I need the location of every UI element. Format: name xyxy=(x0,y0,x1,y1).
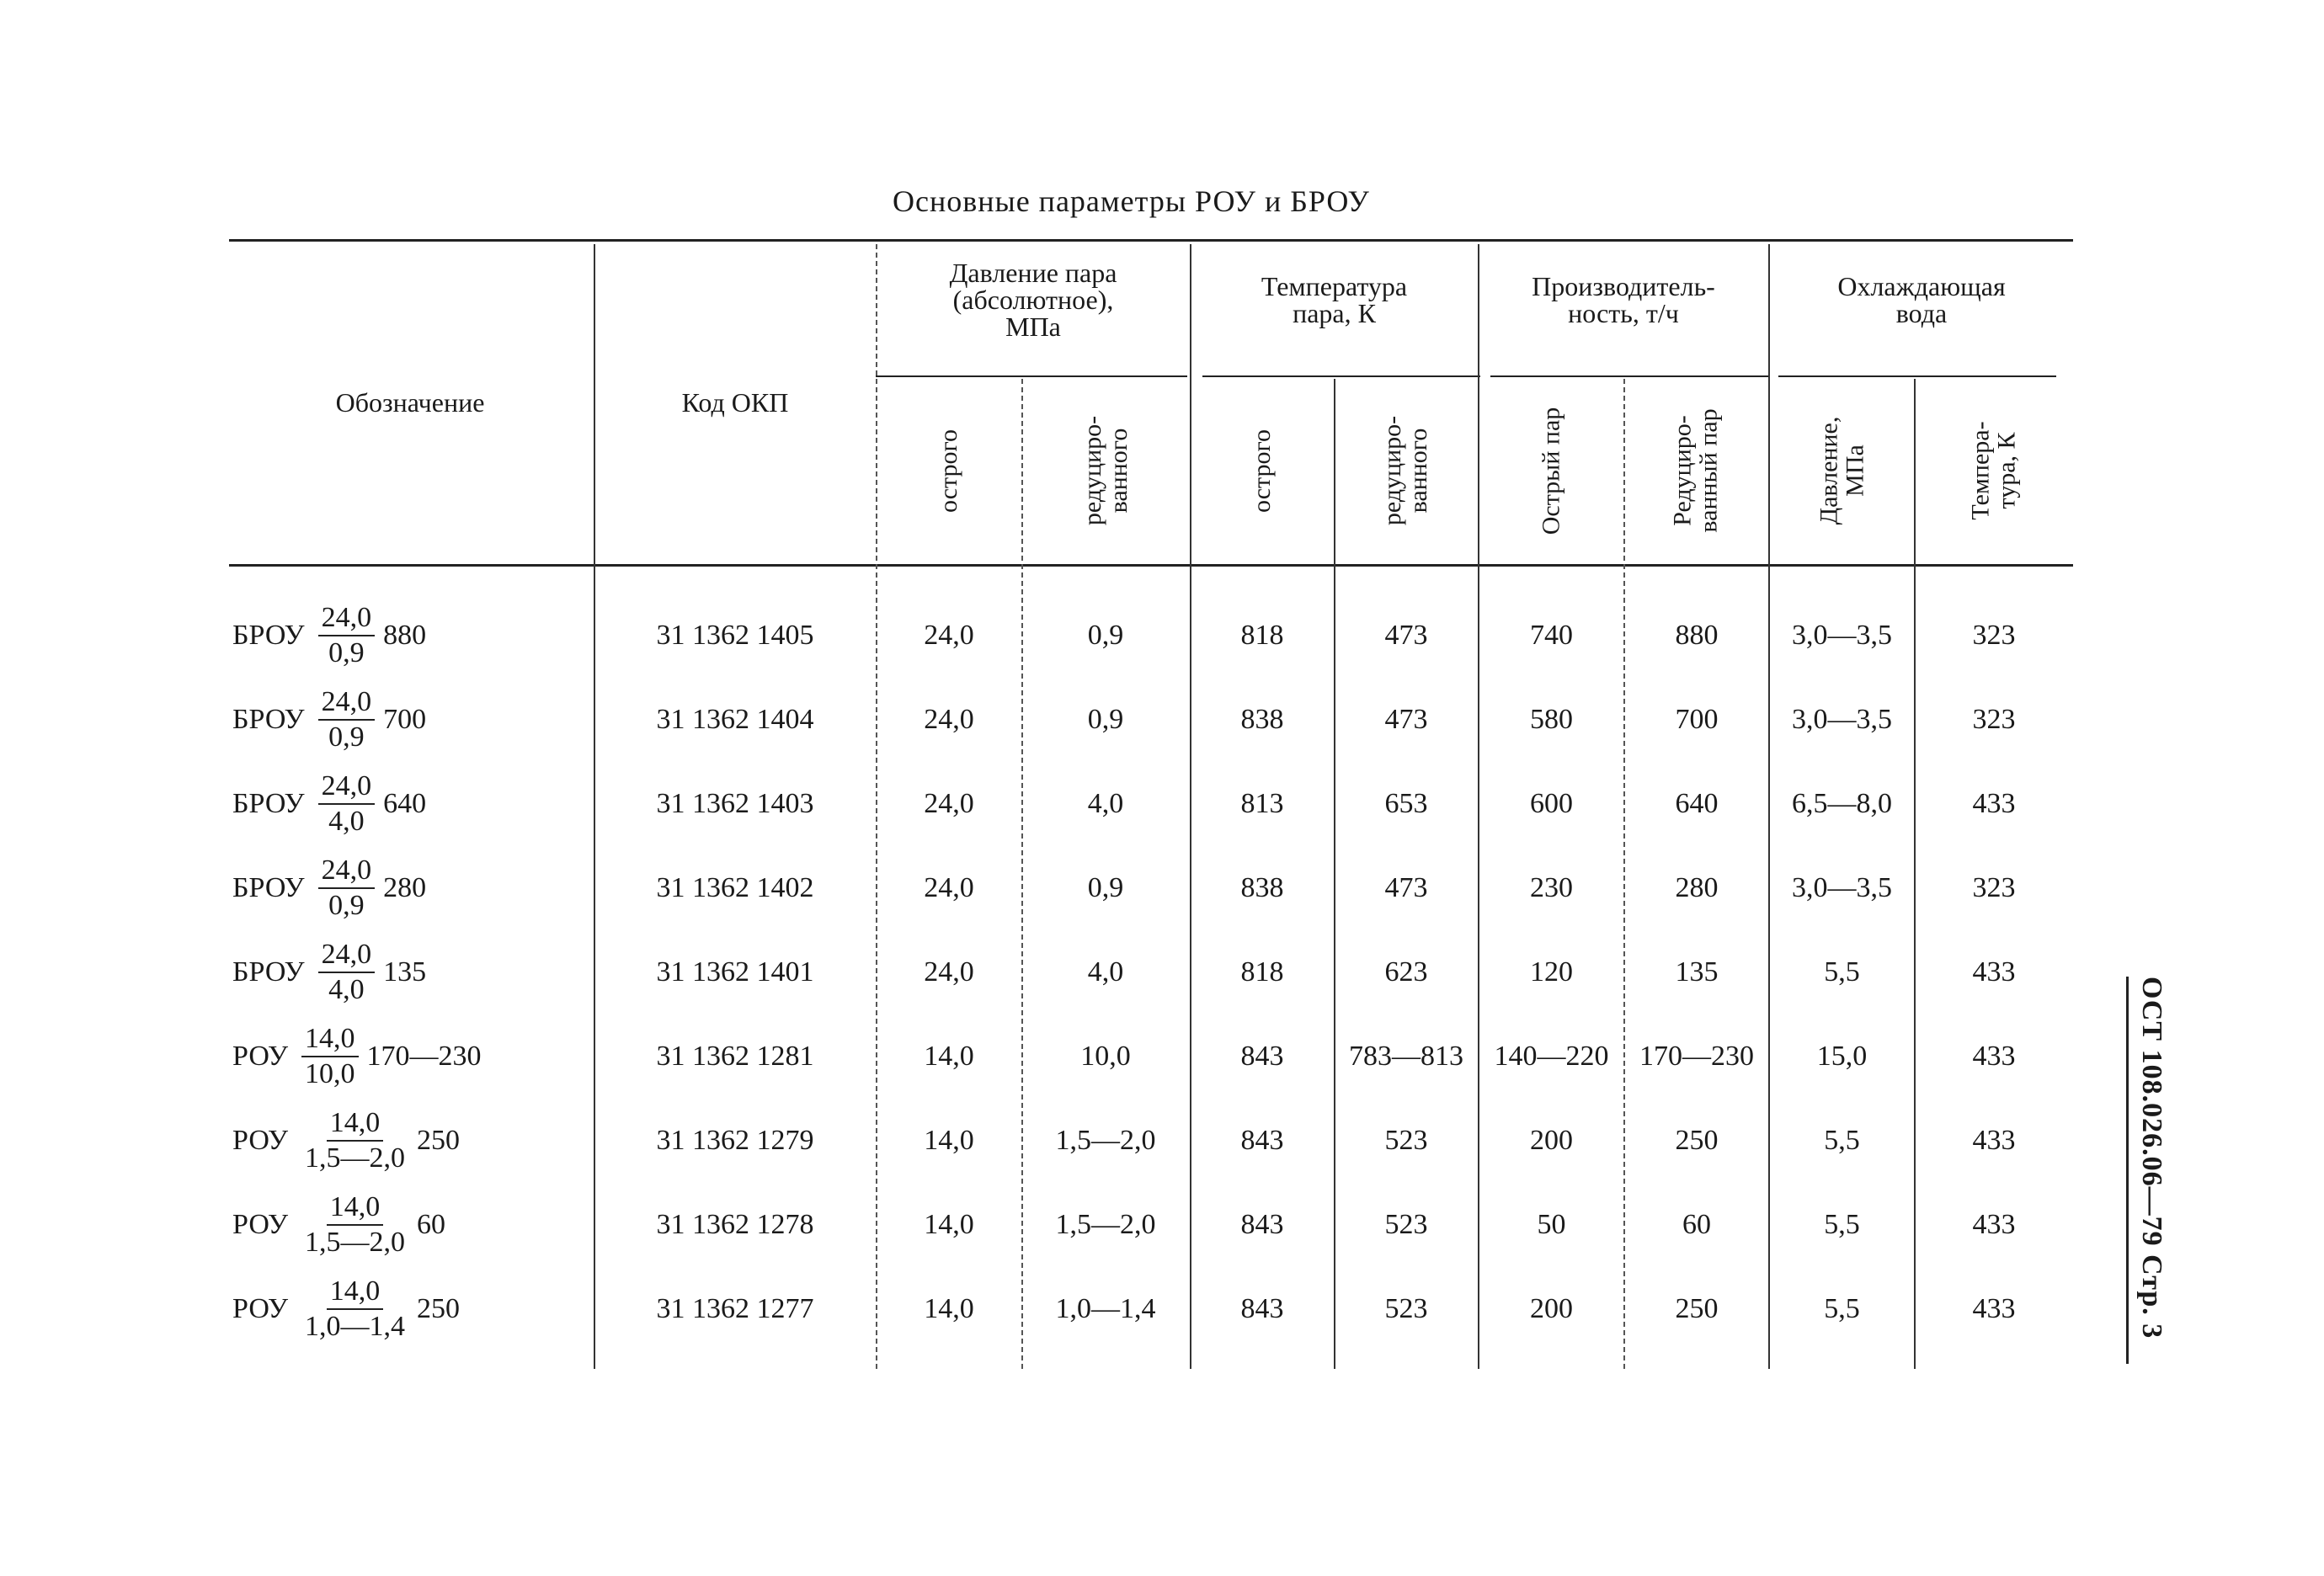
table-row xyxy=(229,846,2073,930)
cell-temp-live: 843 xyxy=(1240,1209,1284,1240)
designation-fraction xyxy=(301,1276,408,1342)
cell-capacity-live: 50 xyxy=(1537,1209,1566,1240)
fraction-numerator: 24,0 xyxy=(318,855,376,889)
cell-pressure-reduced: 4,0 xyxy=(1087,956,1124,988)
table-row xyxy=(229,762,2073,846)
cell-water-temp: 323 xyxy=(1972,872,2016,903)
table-row xyxy=(229,1183,2073,1267)
cell-water-pressure: 5,5 xyxy=(1824,1209,1860,1240)
cell-okp: 31 1362 1278 xyxy=(656,1209,814,1240)
designation-capacity: 880 xyxy=(383,620,427,651)
fraction-numerator: 14,0 xyxy=(327,1276,384,1310)
cell-temp-live: 843 xyxy=(1240,1041,1284,1072)
designation-fraction xyxy=(318,771,376,837)
cell-temp-reduced: 523 xyxy=(1384,1209,1428,1240)
cell-pressure-reduced: 0,9 xyxy=(1087,872,1124,903)
header-okp: Код ОКП xyxy=(681,387,789,418)
cell-temp-live: 843 xyxy=(1240,1125,1284,1156)
cell-water-temp: 433 xyxy=(1972,788,2016,819)
cell-temp-live: 818 xyxy=(1240,620,1284,651)
designation-prefix: РОУ xyxy=(232,1293,289,1324)
designation-capacity: 170—230 xyxy=(366,1041,482,1072)
cell-capacity-reduced: 880 xyxy=(1675,620,1719,651)
fraction-denominator: 0,9 xyxy=(328,721,365,753)
cell-designation xyxy=(232,930,591,1014)
cell-water-pressure: 3,0—3,5 xyxy=(1792,872,1892,903)
cell-capacity-live: 580 xyxy=(1530,704,1573,735)
cell-temp-reduced: 473 xyxy=(1384,872,1428,903)
designation-prefix: РОУ xyxy=(232,1041,289,1072)
table-row xyxy=(229,678,2073,762)
group-divider-water xyxy=(1778,375,2056,377)
designation-capacity: 135 xyxy=(383,956,427,988)
cell-temp-reduced: 523 xyxy=(1384,1125,1428,1156)
cell-water-pressure: 3,0—3,5 xyxy=(1792,704,1892,735)
designation-prefix: РОУ xyxy=(232,1125,289,1156)
cell-capacity-reduced: 250 xyxy=(1675,1125,1719,1156)
cell-capacity-reduced: 135 xyxy=(1675,956,1719,988)
header-pressure-group: Давление пара (абсолютное), МПа xyxy=(949,258,1117,342)
cell-pressure-live: 14,0 xyxy=(924,1209,974,1240)
cell-water-pressure: 6,5—8,0 xyxy=(1792,788,1892,819)
cell-okp: 31 1362 1402 xyxy=(656,872,814,903)
fraction-denominator: 0,9 xyxy=(328,637,365,668)
subheader-capacity-reduced: Редуциро- ванный пар xyxy=(1669,408,1723,533)
designation-capacity: 60 xyxy=(417,1209,446,1240)
cell-water-temp: 433 xyxy=(1972,1125,2016,1156)
cell-temp-reduced: 783—813 xyxy=(1349,1041,1463,1072)
cell-capacity-live: 740 xyxy=(1530,620,1573,651)
cell-temp-reduced: 623 xyxy=(1384,956,1428,988)
designation-capacity: 700 xyxy=(383,704,427,735)
cell-pressure-live: 24,0 xyxy=(924,620,974,651)
table-top-rule xyxy=(229,239,2073,242)
designation-prefix: БРОУ xyxy=(232,788,305,819)
cell-temp-live: 818 xyxy=(1240,956,1284,988)
cell-pressure-live: 24,0 xyxy=(924,956,974,988)
fraction-denominator: 1,0—1,4 xyxy=(305,1311,406,1342)
designation-fraction xyxy=(301,1108,408,1174)
cell-okp: 31 1362 1277 xyxy=(656,1293,814,1324)
designation-fraction xyxy=(318,855,376,921)
fraction-numerator: 24,0 xyxy=(318,603,376,636)
cell-water-pressure: 5,5 xyxy=(1824,956,1860,988)
table-row xyxy=(229,1014,2073,1099)
cell-capacity-live: 230 xyxy=(1530,872,1573,903)
cell-pressure-reduced: 1,0—1,4 xyxy=(1055,1293,1156,1324)
cell-water-temp: 323 xyxy=(1972,620,2016,651)
subheader-water-pressure: Давление, МПа xyxy=(1814,416,1868,525)
subheader-temp-reduced: редуциро- ванного xyxy=(1378,415,1433,526)
designation-prefix: БРОУ xyxy=(232,704,305,735)
document-code-caption: ОСТ 108.026.06—79 Стр. 3 xyxy=(2126,977,2179,1364)
fraction-numerator: 14,0 xyxy=(301,1024,359,1057)
header-cooling-group: Охлаждающая вода xyxy=(1837,271,2006,328)
fraction-numerator: 24,0 xyxy=(318,771,376,805)
subheader-temp-live: острого xyxy=(1248,429,1277,513)
cell-capacity-live: 140—220 xyxy=(1494,1041,1609,1072)
designation-prefix: БРОУ xyxy=(232,872,305,903)
designation-prefix: БРОУ xyxy=(232,956,305,988)
cell-designation xyxy=(232,846,591,930)
subheader-pressure-live: острого xyxy=(935,429,963,513)
header-designation: Обозначение xyxy=(335,387,485,418)
cell-water-pressure: 5,5 xyxy=(1824,1293,1860,1324)
cell-water-temp: 433 xyxy=(1972,1209,2016,1240)
cell-water-pressure: 5,5 xyxy=(1824,1125,1860,1156)
table-row xyxy=(229,1267,2073,1351)
cell-water-temp: 433 xyxy=(1972,1041,2016,1072)
cell-capacity-reduced: 280 xyxy=(1675,872,1719,903)
cell-water-temp: 433 xyxy=(1972,1293,2016,1324)
cell-pressure-reduced: 0,9 xyxy=(1087,620,1124,651)
cell-okp: 31 1362 1404 xyxy=(656,704,814,735)
cell-temp-reduced: 653 xyxy=(1384,788,1428,819)
cell-pressure-reduced: 10,0 xyxy=(1080,1041,1131,1072)
subheader-pressure-reduced: редуциро- ванного xyxy=(1078,415,1133,526)
cell-pressure-live: 24,0 xyxy=(924,872,974,903)
designation-capacity: 280 xyxy=(383,872,427,903)
cell-pressure-reduced: 4,0 xyxy=(1087,788,1124,819)
cell-temp-live: 838 xyxy=(1240,704,1284,735)
cell-pressure-reduced: 1,5—2,0 xyxy=(1055,1125,1156,1156)
cell-capacity-live: 120 xyxy=(1530,956,1573,988)
cell-pressure-live: 14,0 xyxy=(924,1293,974,1324)
cell-water-pressure: 3,0—3,5 xyxy=(1792,620,1892,651)
cell-capacity-live: 600 xyxy=(1530,788,1573,819)
designation-fraction xyxy=(318,687,376,753)
cell-designation xyxy=(232,678,591,762)
group-divider-capacity xyxy=(1490,375,1768,377)
fraction-denominator: 1,5—2,0 xyxy=(305,1227,406,1258)
cell-designation xyxy=(232,762,591,846)
header-temperature-group: Температура пара, К xyxy=(1261,271,1408,328)
table-row xyxy=(229,594,2073,678)
cell-designation xyxy=(232,1183,591,1267)
fraction-denominator: 10,0 xyxy=(305,1058,355,1089)
designation-fraction xyxy=(301,1192,408,1258)
cell-temp-reduced: 473 xyxy=(1384,620,1428,651)
subheader-capacity-live: Острый пар xyxy=(1537,407,1565,535)
cell-temp-live: 838 xyxy=(1240,872,1284,903)
fraction-numerator: 24,0 xyxy=(318,687,376,721)
designation-capacity: 640 xyxy=(383,788,427,819)
cell-capacity-live: 200 xyxy=(1530,1293,1573,1324)
cell-pressure-live: 14,0 xyxy=(924,1125,974,1156)
fraction-numerator: 24,0 xyxy=(318,940,376,973)
group-divider-temperature xyxy=(1202,375,1480,377)
cell-designation xyxy=(232,1267,591,1351)
cell-okp: 31 1362 1403 xyxy=(656,788,814,819)
cell-water-temp: 433 xyxy=(1972,956,2016,988)
cell-designation xyxy=(232,594,591,678)
cell-designation xyxy=(232,1014,591,1099)
cell-okp: 31 1362 1405 xyxy=(656,620,814,651)
designation-prefix: РОУ xyxy=(232,1209,289,1240)
fraction-denominator: 1,5—2,0 xyxy=(305,1142,406,1174)
cell-temp-live: 843 xyxy=(1240,1293,1284,1324)
cell-okp: 31 1362 1401 xyxy=(656,956,814,988)
cell-pressure-live: 14,0 xyxy=(924,1041,974,1072)
designation-capacity: 250 xyxy=(417,1125,461,1156)
cell-capacity-reduced: 250 xyxy=(1675,1293,1719,1324)
cell-water-pressure: 15,0 xyxy=(1816,1041,1868,1072)
table-row xyxy=(229,1099,2073,1183)
cell-okp: 31 1362 1279 xyxy=(656,1125,814,1156)
subheader-water-temp: Темпера- тура, К xyxy=(1966,421,2021,520)
designation-prefix: БРОУ xyxy=(232,620,305,651)
cell-pressure-reduced: 1,5—2,0 xyxy=(1055,1209,1156,1240)
fraction-numerator: 14,0 xyxy=(327,1192,384,1226)
designation-capacity: 250 xyxy=(417,1293,461,1324)
cell-pressure-live: 24,0 xyxy=(924,704,974,735)
group-divider-pressure xyxy=(876,375,1187,377)
table-title: Основные параметры РОУ и БРОУ xyxy=(893,184,1370,218)
designation-fraction xyxy=(318,940,376,1005)
cell-pressure-reduced: 0,9 xyxy=(1087,704,1124,735)
fraction-numerator: 14,0 xyxy=(327,1108,384,1142)
cell-capacity-reduced: 170—230 xyxy=(1639,1041,1754,1072)
cell-water-temp: 323 xyxy=(1972,704,2016,735)
designation-fraction xyxy=(301,1024,359,1089)
cell-capacity-reduced: 640 xyxy=(1675,788,1719,819)
cell-pressure-live: 24,0 xyxy=(924,788,974,819)
cell-temp-reduced: 523 xyxy=(1384,1293,1428,1324)
cell-capacity-reduced: 60 xyxy=(1682,1209,1711,1240)
cell-temp-reduced: 473 xyxy=(1384,704,1428,735)
header-capacity-group: Производитель- ность, т/ч xyxy=(1532,271,1715,328)
table-row xyxy=(229,930,2073,1014)
table-header-bottom-rule xyxy=(229,564,2073,567)
cell-temp-live: 813 xyxy=(1240,788,1284,819)
fraction-denominator: 0,9 xyxy=(328,890,365,921)
cell-capacity-reduced: 700 xyxy=(1675,704,1719,735)
cell-designation xyxy=(232,1099,591,1183)
cell-capacity-live: 200 xyxy=(1530,1125,1573,1156)
designation-fraction xyxy=(318,603,376,668)
fraction-denominator: 4,0 xyxy=(328,806,365,837)
fraction-denominator: 4,0 xyxy=(328,974,365,1005)
cell-okp: 31 1362 1281 xyxy=(656,1041,814,1072)
